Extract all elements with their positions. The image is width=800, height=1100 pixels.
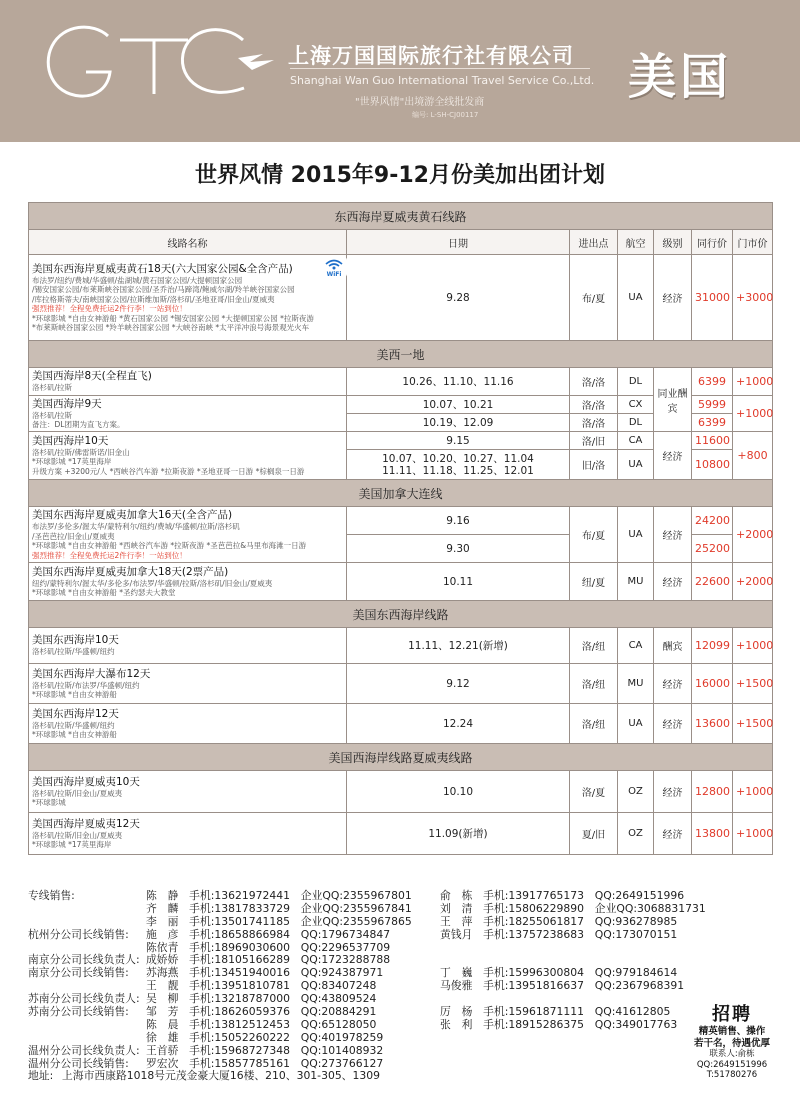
route-name: 美国西海岸夏威夷12天 — [32, 817, 140, 830]
route-name: 美国东西海岸大瀑布12天 — [32, 667, 151, 680]
section-header: 东西海岸夏威夷黄石线路 — [29, 203, 773, 230]
col-retail-price: 门市价 — [733, 230, 773, 255]
table-row: 美国东西海岸10天 洛杉矶/拉斯/华盛顿/纽约 11.11、12.21(新增) 洛/纽 CA 酬宾 12099 +1000 — [29, 628, 773, 664]
route-name: 美国西海岸夏威夷10天 — [32, 775, 140, 788]
svg-text:WiFi: WiFi — [326, 271, 342, 277]
route-name: 美国西海岸10天 — [32, 434, 109, 447]
grade-merged: 同业酬宾 — [654, 368, 692, 432]
header-divider — [290, 68, 590, 69]
contact-row: 陈依青 手机:18969030600 QQ:2296537709 — [146, 940, 391, 954]
route-name: 美国东西海岸夏威夷加拿大18天(2票产品) — [32, 565, 229, 578]
country-title: 美国 — [628, 49, 733, 105]
column-header-row — [29, 230, 773, 255]
table-row: 美国西海岸夏威夷12天 洛杉矶/拉斯/旧金山/夏威夷 *环球影城 *17英里海岸 11.09(新增) 夏/旧 OZ 经济 13800 +1000 — [29, 813, 773, 855]
table-row: 美国西海岸8天(全程直飞) 洛杉矶/拉斯 10.26、11.10、11.16 洛/洛 DL 同业酬宾 6399 +1000 — [29, 368, 773, 396]
route-name: 美国东西海岸夏威夷加拿大16天(全含产品) — [32, 509, 233, 521]
contact-row: 南京分公司长线销售: 苏海燕 手机:13451940016 QQ:924387971 丁 巍 手机:15996300804 QQ:979184614 — [28, 966, 678, 980]
section-header: 美国加拿大连线 — [29, 480, 773, 507]
contact-row: 陈 晨 手机:13812512453 QQ:65128050 张 利 手机:18915286375 QQ:349017763 — [146, 1017, 678, 1031]
contact-row: 南京分公司长线负责人: 成娇娇 手机:18105166289 QQ:1723288788 — [28, 953, 391, 967]
col-date: 日期 — [347, 230, 570, 255]
section-header: 美国东西海岸线路 — [29, 601, 773, 628]
contact-row: 苏南分公司长线销售: 邹 芳 手机:18626059376 QQ:20884291 厉 杨 手机:15961871111 QQ:41612805 — [28, 1005, 671, 1019]
col-trade-price: 同行价 — [692, 230, 733, 255]
col-port: 进出点 — [570, 230, 618, 255]
recruit-notice: 招聘 精英销售、操作 若干名，待遇优厚 联系人:俞栋 QQ:2649151996 T:51780276 — [683, 1000, 781, 1081]
section-header: 美国西海岸线路夏威夷线路 — [29, 744, 773, 771]
route-name: 美国东西海岸10天 — [32, 634, 119, 647]
license-number: 编号: L-SH-CJ00117 — [412, 111, 479, 119]
col-airline: 航空 — [618, 230, 654, 255]
contact-row: 温州分公司长线销售: 罗宏次 手机:15857785161 QQ:273766127 — [28, 1056, 384, 1070]
page-title: 世界风情 2015年9-12月份美加出团计划 — [195, 163, 605, 188]
company-slogan: "世界风情"出境游全线批发商 — [355, 97, 485, 108]
recruit-title: 招聘 — [712, 1004, 752, 1025]
wifi-icon — [321, 257, 347, 277]
contact-row: 徐 雄 手机:15052260222 QQ:401978259 — [146, 1030, 384, 1044]
table-row: 9.30 25200 — [29, 535, 773, 563]
header-banner — [0, 0, 800, 142]
retail-price: +3000 — [733, 255, 773, 341]
col-grade: 级别 — [654, 230, 692, 255]
contact-row: 李 丽 手机:13501741185 企业QQ:2355967865 王 萍 手机:18255061817 QQ:936278985 — [146, 914, 678, 928]
table-row: 10.07、10.20、10.27、11.04 11.11、11.18、11.25、12.01 旧/洛 UA 10800 — [29, 450, 773, 480]
contact-row: 苏南分公司长线负责人: 吴 柳 手机:13218787000 QQ:43809524 — [28, 992, 377, 1006]
contact-row: 杭州分公司长线销售: 施 彦 手机:18658866984 QQ:1796734847 黄钱月 手机:13757238683 QQ:173070151 — [28, 927, 678, 941]
trade-price: 31000 — [692, 255, 733, 341]
route-name: 美国东西海岸夏威夷黄石18天(六大国家公园&全含产品) — [32, 262, 293, 275]
route-cell: 美国东西海岸夏威夷黄石18天(六大国家公园&全含产品) 布法罗/纽约/费城/华盛顿/盐湖城/黄石国家公园/大提顿国家公园 /锡安国家公园/布莱斯峡谷国家公园/圣乔治/马蹄湾/鲍威尔湖/羚羊峡谷国家公园 /库拉格斯蒂夫/南峡国家公园/拉斯维加斯/洛杉矶/圣地亚哥/旧金山/夏威夷 强烈推荐！全程免费托运2件行李！一站到位！ *环球影城 *自由女神游船 *黄石国家公园 *锡安国家公园 *大提顿国家公园 *拉斯夜游 *布莱斯峡谷国家公园 *羚羊峡谷国家公园 *大峡谷南峡 *太平洋冲浪号海景观光火车 — [29, 255, 347, 341]
table-row: 美国西海岸10天 洛杉矶/拉斯/佛雷斯诺/旧金山 *环球影城 *17英里海岸 升级方案 +3200元/人 *西峡谷汽车游 *拉斯夜游 *圣地亚哥一日游 *棕榈泉一日游 9.15 洛/旧 CA 经济 11600 +800 — [29, 432, 773, 450]
table-row: 美国东西海岸夏威夷加拿大16天(全含产品) 布法罗/多伦多/渥太华/蒙特利尔/纽约/费城/华盛顿/拉斯/洛杉矶 /圣芭芭拉/旧金山/夏威夷 *环球影城 *自由女神游船 *西峡谷汽车游 *拉斯夜游 *圣芭芭拉&马里布海滩一日游 强烈推荐！全程免费托运2件行李！一站到位！ 9.16 布/夏 UA 经济 24200 +2000 — [29, 507, 773, 535]
company-name-en: Shanghai Wan Guo International Travel Service Co.,Ltd. — [290, 74, 595, 87]
promo-text: 强烈推荐！全程免费托运2件行李！一站到位！ — [32, 304, 187, 313]
company-name-cn: 上海万国国际旅行社有限公司 — [288, 44, 574, 68]
route-name: 美国东西海岸12天 — [32, 707, 119, 720]
table-row: 10.19、12.09 洛/洛 DL 6399 — [29, 414, 773, 432]
route-name: 美国西海岸8天(全程直飞) — [32, 370, 152, 383]
col-route-name: 线路名称 — [29, 230, 347, 255]
route-name: 美国西海岸9天 — [32, 397, 102, 410]
contact-row: 王 靓 手机:13951810781 QQ:83407248 马俊雅 手机:13951816637 QQ:2367968391 — [146, 979, 685, 993]
gtc-logo-icon — [38, 14, 278, 106]
table-row: 美国东西海岸夏威夷加拿大18天(2票产品) 纽约/蒙特利尔/渥太华/多伦多/布法罗/华盛顿/拉斯/洛杉矶/旧金山/夏威夷 *环球影城 *自由女神游船 *圣约瑟夫大教堂 10.11 纽/夏 MU 经济 22600 +2000 — [29, 563, 773, 601]
section-header: 美西一地 — [29, 341, 773, 368]
contact-row: 齐 麟 手机:13817833729 企业QQ:2355967841 刘 清 手机:15806229890 企业QQ:3068831731 — [146, 901, 706, 915]
contact-list — [28, 890, 728, 1083]
table-row: 美国西海岸9天 洛杉矶/拉斯 备注：DL团期为直飞方案。 10.07、10.21 洛/洛 CX 5999 +1000 — [29, 396, 773, 414]
table-row: 美国东西海岸夏威夷黄石18天(六大国家公园&全含产品) 布法罗/纽约/费城/华盛顿/盐湖城/黄石国家公园/大提顿国家公园 /锡安国家公园/布莱斯峡谷国家公园/圣乔治/马蹄湾/鲍威尔湖/羚羊峡谷国家公园 /库拉格斯蒂夫/南峡国家公园/拉斯维加斯/洛杉矶/圣地亚哥/旧金山/夏威夷 强烈推荐！全程免费托运2件行李！一站到位！ *环球影城 *自由女神游船 *黄石国家公园 *锡安国家公园 *大提顿国家公园 *拉斯夜游 *布莱斯峡谷国家公园 *羚羊峡谷国家公园 *大峡谷南峡 *太平洋冲浪号海景观光火车 9.28 布/夏 UA 经济 31000 +3000 — [29, 255, 773, 341]
contact-row: 温州分公司长线负责人: 王首骄 手机:15968727348 QQ:101408932 — [28, 1043, 384, 1057]
address-row: 地址: 上海市西康路1018号元茂金豪大厦16楼、210、301-305、1309 — [28, 1069, 380, 1083]
contact-row: 专线销售: 陈 静 手机:13621972441 企业QQ:2355967801 俞 栋 手机:13917765173 QQ:2649151996 — [28, 889, 685, 902]
table-row: 美国西海岸夏威夷10天 洛杉矶/拉斯/旧金山/夏威夷 *环球影城 10.10 洛/夏 OZ 经济 12800 +1000 — [29, 771, 773, 813]
table-row: 美国东西海岸大瀑布12天 洛杉矶/拉斯/布法罗/华盛顿/纽约 *环球影城 *自由女神游船 9.12 洛/纽 MU 经济 16000 +1500 — [29, 664, 773, 704]
tour-schedule-table — [28, 202, 773, 855]
table-row: 美国东西海岸12天 洛杉矶/拉斯/华盛顿/纽约 *环球影城 *自由女神游船 12.24 洛/纽 UA 经济 13600 +1500 — [29, 704, 773, 744]
